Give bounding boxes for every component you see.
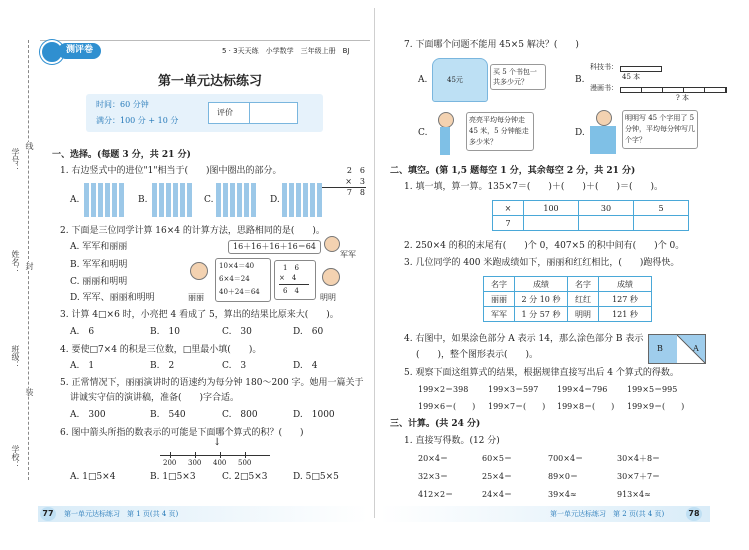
run-table-cell: 成绩 xyxy=(599,277,652,292)
cut-line xyxy=(28,40,29,480)
run-table-cell: 121 秒 xyxy=(599,307,652,322)
run-table-cell: 明明 xyxy=(568,307,599,322)
q5-opt-c[interactable]: C. 800 xyxy=(222,410,258,420)
shape-label-a: A xyxy=(693,344,699,353)
mult-grid-cell: 100 xyxy=(524,201,579,216)
section-2-title: 二、填空。(第 1,5 题每空 1 分，其余每空 2 分，共 21 分) xyxy=(390,166,636,176)
q2-mm-rule xyxy=(279,284,309,285)
footer-left-text: 第一单元达标练习 第 1 页(共 4 页) xyxy=(64,510,179,518)
student-no-label: 学号： xyxy=(11,148,20,172)
mult-grid-answer[interactable] xyxy=(579,216,634,231)
boy2-avatar-icon xyxy=(322,268,340,286)
q6-opt-a[interactable]: A. 1□5×4 xyxy=(70,472,116,482)
calc-r1-c2[interactable]: 60×5＝ xyxy=(482,454,512,463)
q2-mm-bot: 6 4 xyxy=(283,287,299,295)
page-divider xyxy=(374,8,375,518)
section-3-title: 三、计算。(共 24 分) xyxy=(390,419,481,429)
writer-desk xyxy=(590,126,616,154)
q4-text: 4. 要使□7×4 的积是三位数，□里最小填( )。 xyxy=(60,345,262,355)
q7-c-text: 亮亮平均每分钟走 45 米，5 分钟能走多少米？ xyxy=(466,112,534,151)
q6-arrow-icon: ↓ xyxy=(213,437,222,448)
footer-right-text: 第一单元达标练习 第 2 页(共 4 页) xyxy=(550,510,665,518)
q5-text-1: 5. 正常情况下，丽丽演讲时的语速约为每分钟 180～200 字。她用一篇关于 xyxy=(60,378,364,388)
seal-mark: 封 xyxy=(25,262,34,270)
q3-opt-c[interactable]: C. 30 xyxy=(222,327,252,337)
shape-label-b: B xyxy=(657,344,663,353)
boy-avatar-icon xyxy=(324,236,340,252)
calc-r2-c3[interactable]: 89×0＝ xyxy=(548,472,578,481)
page-number-right: 78 xyxy=(686,507,702,521)
q6-label-200: 200 xyxy=(163,459,177,467)
q2-mm-mid: × 4 xyxy=(279,274,297,282)
pattern-2: 199×3＝597 xyxy=(488,385,539,394)
run-table-cell: 军军 xyxy=(484,307,515,322)
q1-opt-d[interactable]: D. xyxy=(270,195,280,205)
q6-label-300: 300 xyxy=(188,459,202,467)
q7-text: 7. 下面哪个问题不能用 45×5 解决？( ) xyxy=(404,40,579,50)
run-table-cell: 2 分 10 秒 xyxy=(515,292,568,307)
q7-b-bar2 xyxy=(620,87,727,93)
run-table-cell: 名字 xyxy=(568,277,599,292)
q1-option-b-blocks xyxy=(152,183,192,217)
pattern-5[interactable]: 199×6＝( ) xyxy=(418,402,476,411)
q3-opt-d[interactable]: D. 60 xyxy=(293,327,324,337)
s3-q1: 1. 直接写得数。(12 分) xyxy=(404,436,500,446)
pattern-1: 199×2＝398 xyxy=(418,385,469,394)
info-box xyxy=(86,94,323,132)
pattern-6[interactable]: 199×7＝( ) xyxy=(488,402,546,411)
q1-option-d-blocks xyxy=(282,183,322,217)
q2-junjun-bubble: 16＋16＋16＋16＝64 xyxy=(228,240,321,254)
q2-name-lili: 丽丽 xyxy=(188,293,204,302)
q2-opt-d[interactable]: D. 军军、丽丽和明明 xyxy=(70,293,155,303)
q2-opt-c[interactable]: C. 丽丽和明明 xyxy=(70,277,128,287)
pattern-8[interactable]: 199×9＝( ) xyxy=(627,402,685,411)
q2-text: 2. 下面是三位同学计算 16×4 的计算方法，思路相同的是( )。 xyxy=(60,226,325,236)
q7-b-n: 45 本 xyxy=(622,73,641,81)
q2-lili-bubble xyxy=(215,258,271,302)
q5-opt-b[interactable]: B. 540 xyxy=(150,410,186,420)
pattern-4: 199×5＝995 xyxy=(627,385,678,394)
walker-body xyxy=(440,127,450,155)
section-1-title: 一、选择。(每题 3 分，共 21 分) xyxy=(52,150,191,160)
q7-b-q: ? 本 xyxy=(676,94,689,102)
grade-label: 评价 xyxy=(217,108,233,117)
calc-r1-c1[interactable]: 20×4＝ xyxy=(418,454,448,463)
q1-opt-c[interactable]: C. xyxy=(204,195,214,205)
pattern-7[interactable]: 199×8＝( ) xyxy=(557,402,615,411)
q1-opt-a[interactable]: A. xyxy=(70,195,80,205)
fold-mark: 装 xyxy=(25,388,34,396)
run-table-cell: 名字 xyxy=(484,277,515,292)
q2-opt-b[interactable]: B. 军军和明明 xyxy=(70,260,128,270)
s2-q3: 3. 几位同学的 400 米跑成绩如下，丽丽和红红相比，( )跑得快。 xyxy=(404,258,680,268)
q7-d-text: 明明写 45 个字用了 5 分钟，平均每分钟写几个字？ xyxy=(622,110,698,149)
run-table-cell: 丽丽 xyxy=(484,292,515,307)
calc-r1-c4[interactable]: 30×4＋8＝ xyxy=(617,454,661,463)
q1-opt-b[interactable]: B. xyxy=(138,195,148,205)
run-table xyxy=(483,276,652,322)
run-table-cell: 127 秒 xyxy=(599,292,652,307)
mult-grid-cell: × xyxy=(493,201,524,216)
q6-opt-b[interactable]: B. 1□5×3 xyxy=(150,472,196,482)
run-table-cell: 红红 xyxy=(568,292,599,307)
q2-col1: 10×4＝40 xyxy=(219,262,255,270)
series-label: 5 · 3天天练 小学数学 三年级上册 BJ xyxy=(222,47,350,55)
q6-opt-d[interactable]: D. 5□5×5 xyxy=(293,472,339,482)
grade-box[interactable] xyxy=(208,102,298,124)
q5-opt-d[interactable]: D. 1000 xyxy=(293,410,335,420)
q2-opt-a[interactable]: A. 军军和丽丽 xyxy=(70,242,128,252)
q2-col2: 6×4＝24 xyxy=(219,275,250,283)
backpack-price: 45元 xyxy=(447,76,463,84)
q1-vert-top: 2 6 xyxy=(346,166,365,175)
q3-opt-b[interactable]: B. 10 xyxy=(150,327,180,337)
calc-r3-c3[interactable]: 39×4≈ xyxy=(548,490,577,499)
q2-mm-top: 1 6 xyxy=(283,264,299,272)
q1-text: 1. 右边竖式中的进位"1"相当于( )图中圈出的部分。 xyxy=(60,166,282,176)
q6-text: 6. 图中箭头所指的数表示的可能是下面哪个算式的积？( ) xyxy=(60,428,304,438)
calc-r2-c1[interactable]: 32×3＝ xyxy=(418,472,448,481)
mult-grid xyxy=(492,200,689,231)
writer-avatar-icon xyxy=(596,110,612,126)
calc-r2-c2[interactable]: 25×4＝ xyxy=(482,472,512,481)
backpack-icon xyxy=(432,58,488,102)
time-info: 时间：60 分钟 xyxy=(96,100,149,109)
q1-option-a-blocks xyxy=(84,183,124,217)
q6-number-line xyxy=(160,455,270,456)
mult-grid-answer[interactable] xyxy=(634,216,689,231)
q6-label-500: 500 xyxy=(238,459,252,467)
q7-b-book1: 科技书： xyxy=(590,63,618,71)
q4-opt-a[interactable]: A. 1 xyxy=(70,361,95,371)
q7-d-label[interactable]: D. xyxy=(575,128,585,138)
q2-col3: 40＋24＝64 xyxy=(219,288,260,296)
calc-r3-c2[interactable]: 24×4＝ xyxy=(482,490,512,499)
score-info: 满分：100 分 + 10 分 xyxy=(96,116,179,125)
mult-grid-cell: 30 xyxy=(579,201,634,216)
q4-opt-c[interactable]: C. 3 xyxy=(222,361,247,371)
s2-q2: 2. 250×4 的积的末尾有( )个 0，407×5 的积中间有( )个 0。 xyxy=(404,241,685,251)
run-table-cell: 成绩 xyxy=(515,277,568,292)
q1-vert-bot: 7 8 xyxy=(346,188,365,197)
q5-opt-a[interactable]: A. 300 xyxy=(70,410,106,420)
calc-r3-c4[interactable]: 913×4≈ xyxy=(617,490,651,499)
q6-opt-c[interactable]: C. 2□5×3 xyxy=(222,472,268,482)
q7-b-label[interactable]: B. xyxy=(575,75,585,85)
q5-text-2: 讲诚实守信的演讲稿，准备( )字合适。 xyxy=(70,393,240,403)
s2-q4a: 4. 右图中，如果涂色部分 A 表示 14，那么涂色部分 B 表示 xyxy=(404,334,644,344)
pattern-3: 199×4＝796 xyxy=(557,385,608,394)
q2-name-mingming: 明明 xyxy=(320,293,336,302)
q4-opt-b[interactable]: B. 2 xyxy=(150,361,175,371)
q7-a-label[interactable]: A. xyxy=(418,75,428,85)
q6-label-400: 400 xyxy=(213,459,227,467)
s2-q4b: ( )，整个图形表示( )。 xyxy=(416,350,539,360)
q3-text: 3. 计算 4□×6 时，小亮把 4 看成了 5，算出的结果比原来大( )。 xyxy=(60,310,339,320)
s2-q1: 1. 填一填，算一算。135×7＝( )＋( )＋( )＝( )。 xyxy=(404,182,663,192)
calc-r1-c3[interactable]: 700×4＝ xyxy=(548,454,584,463)
page-number-left: 77 xyxy=(40,507,56,521)
q2-name-junjun: 军军 xyxy=(340,250,356,259)
line-mark: 线 xyxy=(25,142,34,150)
q4-opt-d[interactable]: D. 4 xyxy=(293,361,318,371)
shape-part-b xyxy=(649,335,677,363)
walker-avatar-icon xyxy=(438,112,454,128)
page-title: 第一单元达标练习 xyxy=(157,74,262,89)
q1-vert-mid: × 3 xyxy=(345,177,365,186)
run-table-cell: 1 分 57 秒 xyxy=(515,307,568,322)
q1-option-c-blocks xyxy=(216,183,256,217)
q7-b-book2: 漫画书： xyxy=(590,84,618,92)
mult-grid-cell: 5 xyxy=(634,201,689,216)
q7-c-label[interactable]: C. xyxy=(418,128,428,138)
header-rule xyxy=(40,40,370,41)
q3-opt-a[interactable]: A. 6 xyxy=(70,327,95,337)
s2-q5: 5. 观察下面这组算式的结果，根据规律直接写出后 4 个算式的得数。 xyxy=(404,368,679,378)
binding-margin xyxy=(0,0,35,520)
class-label: 班级： xyxy=(11,345,20,369)
mult-grid-cell: 7 xyxy=(493,216,524,231)
name-label: 姓名： xyxy=(11,250,20,274)
q7-a-text: 买 5 个书包一共多少元？ xyxy=(490,64,546,90)
test-badge: 测评卷 xyxy=(58,43,101,59)
school-label: 学校： xyxy=(11,445,20,469)
grade-divider xyxy=(249,103,250,123)
mult-grid-answer[interactable] xyxy=(524,216,579,231)
q2-mingming-bubble xyxy=(274,260,316,300)
calc-r2-c4[interactable]: 30×7＋7＝ xyxy=(617,472,661,481)
shape-part-a xyxy=(677,335,705,363)
shape-figure xyxy=(648,334,706,364)
calc-r3-c1[interactable]: 412×2＝ xyxy=(418,490,454,499)
girl-avatar-icon xyxy=(190,262,208,280)
